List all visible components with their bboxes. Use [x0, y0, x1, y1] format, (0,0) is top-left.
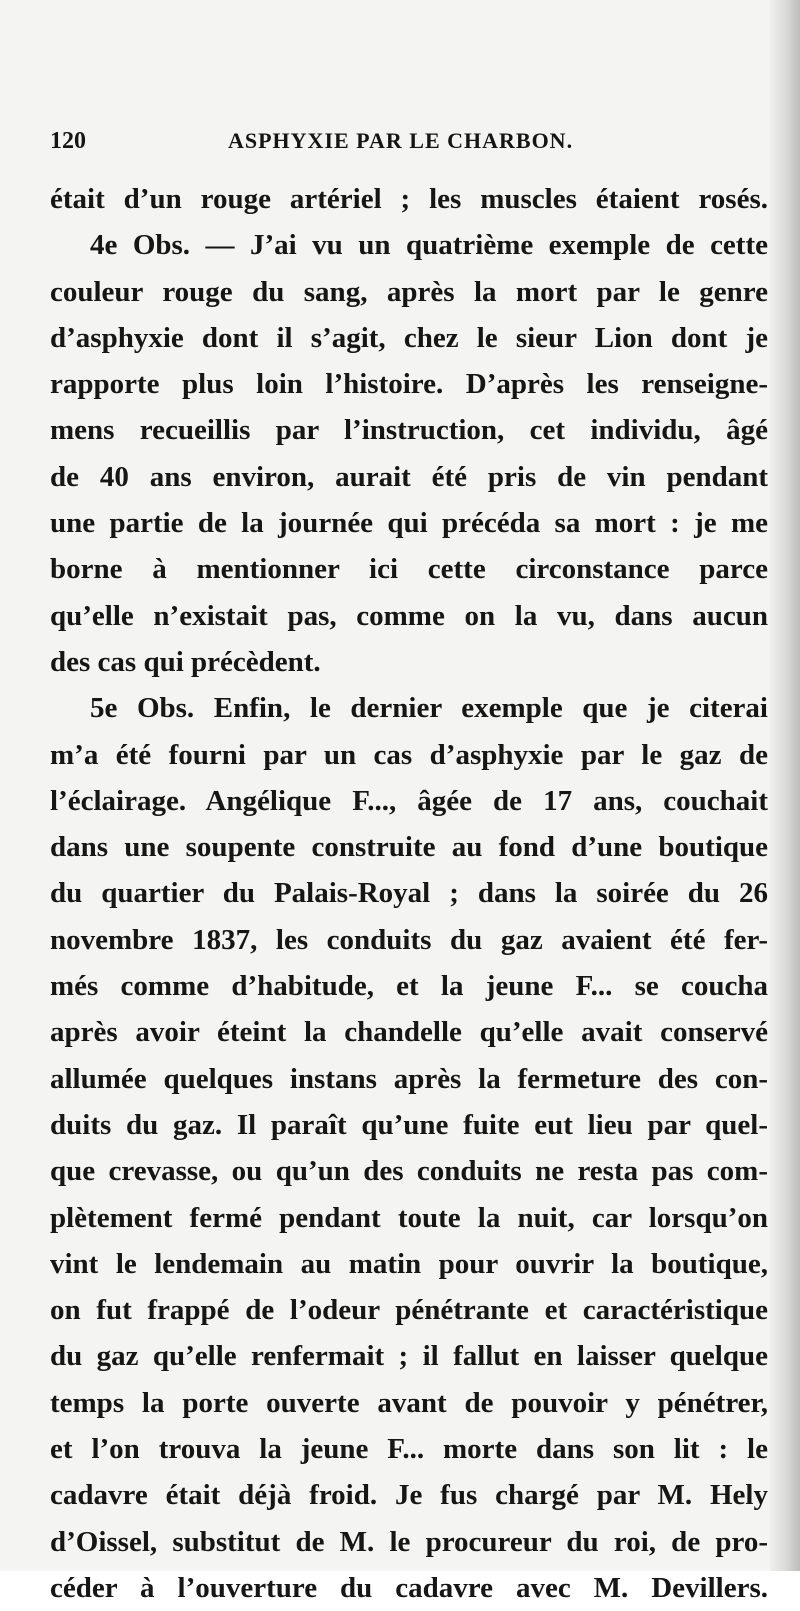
text-line: dans une soupente construite au fond d’une boutique: [50, 831, 768, 864]
text-line: l’éclairage. Angélique F..., âgée de 17 ans, couchait: [50, 784, 768, 817]
text-line: du quartier du Palais-Royal ; dans la soirée du 26: [50, 877, 768, 910]
running-title: ASPHYXIE PAR LE CHARBON.: [228, 128, 574, 153]
text-line: et l’on trouva la jeune F... morte dans son lit : le: [50, 1433, 768, 1466]
text-line: d’asphyxie dont il s’agit, chez le sieur Lion dont je: [50, 321, 768, 354]
text-line: une partie de la journée qui précéda sa mort : je me: [50, 507, 768, 540]
body-text: [50, 176, 768, 1611]
text-line: 5e Obs. Enfin, le dernier exemple que je citerai: [90, 692, 768, 725]
text-line: était d’un rouge artériel ; les muscles étaient rosés.: [50, 183, 768, 215]
text-line: qu’elle n’existait pas, comme on la vu, dans aucun: [50, 599, 768, 632]
text-line: d’Oissel, substitut de M. le procureur du roi, de pro-: [50, 1525, 768, 1558]
text-line: 4e Obs. — J’ai vu un quatrième exemple de cette: [90, 229, 768, 262]
text-line: des cas qui précèdent.: [50, 645, 321, 678]
text-line: céder à l’ouverture du cadavre avec M. Devillers.: [50, 1571, 768, 1604]
text-line: plètement fermé pendant toute la nuit, car lorsqu’on: [50, 1201, 768, 1234]
text-line: couleur rouge du sang, après la mort par le genre: [50, 275, 768, 308]
text-line: on fut frappé de l’odeur pénétrante et caractéristique: [50, 1294, 768, 1327]
text-line: duits du gaz. Il paraît qu’une fuite eut lieu par quel-: [50, 1108, 768, 1141]
text-line: m’a été fourni par un cas d’asphyxie par le gaz de: [50, 738, 768, 771]
text-line: novembre 1837, les conduits du gaz avaient été fer-: [50, 923, 768, 956]
text-line: de 40 ans environ, aurait été pris de vin pendant: [50, 460, 768, 493]
text-line: cadavre était déjà froid. Je fus chargé par M. Hely: [50, 1479, 768, 1512]
text-line: du gaz qu’elle renfermait ; il fallut en laisser quelque: [50, 1340, 768, 1373]
text-line: allumée quelques instans après la fermeture des con-: [50, 1062, 768, 1095]
text-line: vint le lendemain au matin pour ouvrir la boutique,: [50, 1247, 768, 1280]
page-number: 120: [50, 128, 86, 154]
page-header: [50, 128, 740, 160]
page-gutter-shadow: [770, 0, 800, 1571]
text-line: temps la porte ouverte avant de pouvoir y pénétrer,: [50, 1386, 768, 1419]
text-line: rapporte plus loin l’histoire. D’après les renseigne-: [50, 368, 768, 401]
text-line: mens recueillis par l’instruction, cet individu, âgé: [50, 414, 768, 447]
text-line: que crevasse, ou qu’un des conduits ne resta pas com-: [50, 1155, 768, 1188]
text-line: més comme d’habitude, et la jeune F... se coucha: [50, 970, 768, 1003]
text-line: borne à mentionner ici cette circonstance parce: [50, 553, 768, 586]
text-line: après avoir éteint la chandelle qu’elle avait conservé: [50, 1016, 768, 1049]
